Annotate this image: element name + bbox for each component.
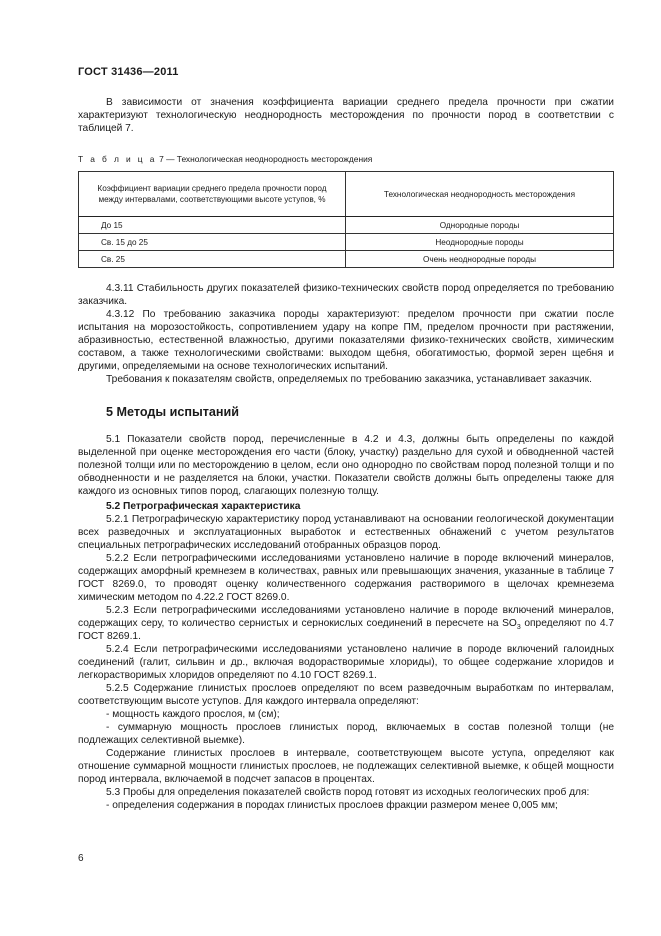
paragraph-5-3: 5.3 Пробы для определения показателей свойств пород готовят из исходных геологических проб для: <box>106 787 590 798</box>
paragraph-5-2-1: 5.2.1 Петрографическую характеристику пород устанавливают на основании геологической документации всех разведочных и эксплуатационных выработок и естественных обнажений с учетом результатов специальных петрографических исследований отобранных образцов пород. <box>78 514 614 551</box>
paragraph-clay-content: Содержание глинистых прослоев в интервале, соответствующем высоте уступа, определяют как отношение суммарной мощности глинистых прослоев, не подлежащих селективной выемке, к общей мощности пород интервала, включаемой в подсчет запасов в процентах. <box>78 748 614 785</box>
table-header-col2: Технологическая неоднородность месторождения <box>346 172 614 217</box>
list-item-thickness: - мощность каждого прослоя, м (см); <box>106 709 280 720</box>
paragraph-5-2-5: 5.2.5 Содержание глинистых прослоев определяют по всем разведочным выработкам по интервалам, соответствующим высоте уступов. Для каждого интервала определяют: <box>78 683 614 707</box>
table-header-col1: Коэффициент вариации среднего предела прочности пород между интервалами, соответствующими высоте уступов, % <box>79 172 346 217</box>
paragraph-5-1: 5.1 Показатели свойств пород, перечисленные в 4.2 и 4.3, должны быть определены по каждой выделенной при оценке месторождения его части (блоку, участку) раздельно для сухой и обводненной частей полезной толщи или по месторождению в целом, если оно однородно по свойствам пород полезной толщи и по обводненности и не разделяется на блоки, участки. Показатели свойств должны быть определены также для каждого из основных типов пород, слагающих полезную толщу. <box>78 434 614 497</box>
table-caption-text: — Технологическая неоднородность месторождения <box>166 154 373 164</box>
table-cell-value: Очень неоднородные породы <box>346 251 614 268</box>
subsection-5-2-title: 5.2 Петрографическая характеристика <box>106 501 301 512</box>
table-row <box>79 217 614 234</box>
table-caption-prefix: Т а б л и ц а <box>78 154 157 164</box>
table-cell-value: Однородные породы <box>346 217 614 234</box>
intro-paragraph: В зависимости от значения коэффициента вариации среднего предела прочности при сжатии характеризуют технологическую неоднородность месторождения по прочности пород в соответствии с таблицей 7. <box>78 97 614 134</box>
table-cell-range: Св. 15 до 25 <box>79 234 346 251</box>
paragraph-5-2-3 <box>78 604 614 643</box>
section-5-title: 5 Методы испытаний <box>106 405 239 419</box>
table-cell-value: Неоднородные породы <box>346 234 614 251</box>
so3-subscript: 3 <box>516 624 521 632</box>
list-item-total-thickness: - суммарную мощность прослоев глинистых пород, включаемых в состав полезной толщи (не подлежащих селективной выемке). <box>78 722 614 746</box>
table-caption <box>78 153 614 166</box>
paragraph-5-2-3-end: определяют по 4.7 ГОСТ 8269.1. <box>78 618 614 642</box>
paragraph-5-2-3-start: 5.2.3 Если петрографическими исследованиями установлено наличие в породе включений минералов, содержащих серу, то количество сернистых и сернокислых соединений в пересчете на SO <box>78 605 614 629</box>
table-cell-range: Св. 25 <box>79 251 346 268</box>
paragraph-4-3-11: 4.3.11 Стабильность других показателей физико-технических свойств пород определяется по требованию заказчика. <box>78 283 614 307</box>
table-row <box>79 234 614 251</box>
table-row <box>79 251 614 268</box>
paragraph-4-3-12: 4.3.12 По требованию заказчика породы характеризуют: пределом прочности при сжатии после испытания на морозостойкость, сопротивлением удару на копре ПМ, пределом прочности при растяжении, абразивностью, естественной влажностью, другими показателями физико-технических свойств, химическим составом, а также технологическими свойствами: выходом щебня, обогатимостью, формой зерен щебня и другими, определяемыми на основе технологических испытаний. <box>78 309 614 372</box>
document-header: ГОСТ 31436—2011 <box>78 66 179 78</box>
table-cell-range: До 15 <box>79 217 346 234</box>
paragraph-customer-requirements: Требования к показателям свойств, определяемых по требованию заказчика, устанавливает заказчик. <box>106 374 592 385</box>
table-7 <box>78 171 614 268</box>
list-item-clay-fraction: - определения содержания в породах глинистых прослоев фракции размером менее 0,005 мм; <box>106 800 558 811</box>
table-caption-number: 7 <box>159 154 164 164</box>
document-body <box>78 96 614 812</box>
paragraph-5-2-4: 5.2.4 Если петрографическими исследованиями установлено наличие в породе включений галоидных соединений (галит, сильвин и др., включая водорастворимые хлориды), то общее содержание хлоридов и легкорастворимых хлоридов определяют по 4.10 ГОСТ 8269.1. <box>78 644 614 681</box>
page-number: 6 <box>78 853 84 864</box>
paragraph-5-2-2: 5.2.2 Если петрографическими исследованиями установлено наличие в породе включений минералов, содержащих аморфный кремнезем в количествах, равных или превышающих значения, указанные в таблице 7 ГОСТ 8269.0, то проводят оценку количественного содержания растворимого в щелочах кремнезема химическим методом по 4.22.2 ГОСТ 8269.0. <box>78 553 614 603</box>
table-header-row <box>79 172 614 217</box>
